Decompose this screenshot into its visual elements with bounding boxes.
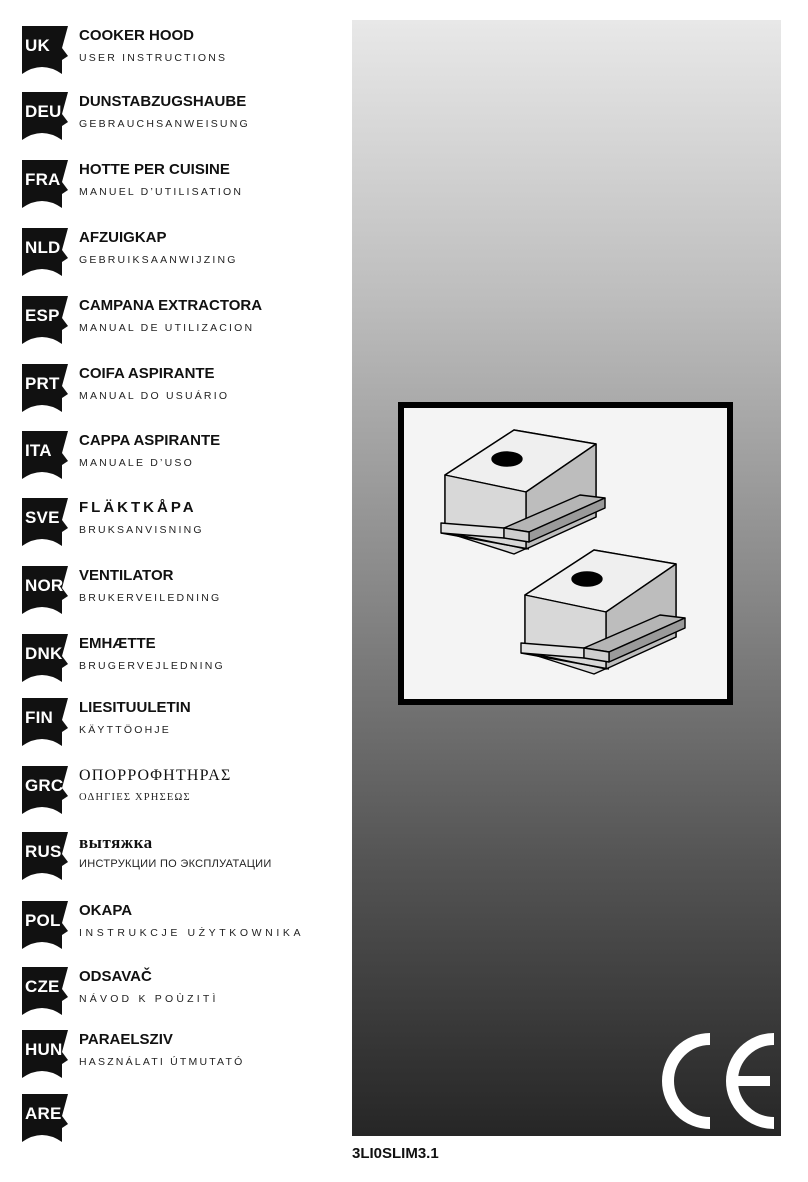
language-title: CAPPA ASPIRANTE [79, 432, 221, 449]
flag-badge-icon [22, 698, 68, 746]
product-illustration [398, 402, 733, 705]
language-title: ΟΠΟΡΡΟΦΗΤΗΡΑΣ [79, 767, 232, 784]
language-block-rus [22, 832, 342, 888]
language-code: NLD [25, 238, 61, 257]
language-title: AFZUIGKAP [79, 229, 167, 246]
language-code: RUS [25, 842, 62, 861]
language-subtitle: INSTRUKCJE UŻYTKOWNIKA [79, 927, 305, 939]
language-title: EMHÆTTE [79, 635, 156, 652]
language-title: OKAPA [79, 902, 133, 919]
language-title: COOKER HOOD [79, 27, 195, 44]
language-code: FRA [25, 170, 61, 189]
language-subtitle: USER INSTRUCTIONS [79, 52, 228, 64]
language-code: ESP [25, 306, 60, 325]
language-title: вытяжка [79, 833, 153, 852]
language-code: HUN [25, 1040, 63, 1059]
language-subtitle: GEBRAUCHSANWEISUNG [79, 118, 250, 130]
language-block-sve [22, 498, 342, 554]
language-title: FLÄKTKÅPA [79, 499, 197, 516]
cooker-hood-drawing-icon [404, 408, 727, 699]
flag-badge-icon [22, 26, 68, 74]
language-code: POL [25, 911, 61, 930]
flag-badge-icon [22, 566, 68, 614]
language-subtitle: BRUKSANVISNING [79, 524, 204, 536]
flag-badge-icon [22, 1030, 68, 1078]
flag-badge-icon [22, 431, 68, 479]
language-block-ita [22, 431, 342, 487]
flag-badge-icon [22, 1094, 68, 1142]
language-code: FIN [25, 708, 53, 727]
language-subtitle: GEBRUIKSAANWIJZING [79, 254, 238, 266]
language-code: GRC [25, 776, 64, 795]
language-subtitle: NÁVOD K POÙZITÌ [79, 993, 219, 1005]
language-block-cze [22, 967, 342, 1023]
language-title: DUNSTABZUGSHAUBE [79, 93, 247, 110]
language-title: PARAELSZIV [79, 1031, 173, 1048]
language-subtitle: MANUEL D’UTILISATION [79, 186, 244, 198]
language-block-esp [22, 296, 342, 352]
language-title: CAMPANA EXTRACTORA [79, 297, 263, 314]
language-code: ARE [25, 1104, 62, 1123]
flag-badge-icon [22, 634, 68, 682]
flag-badge-icon [22, 901, 68, 949]
language-subtitle: BRUKERVEILEDNING [79, 592, 222, 604]
flag-badge-icon [22, 498, 68, 546]
flag-badge-icon [22, 160, 68, 208]
language-code: ITA [25, 441, 52, 460]
flag-badge-icon [22, 296, 68, 344]
language-title: LIESITUULETIN [79, 699, 191, 716]
language-code: DNK [25, 644, 63, 663]
language-subtitle: ИНСТРУКЦИИ ПО ЭКСПЛУАТАЦИИ [79, 858, 272, 870]
language-subtitle: ΟΔΗΓΙΕΣ ΧΡΗΣΕΩΣ [79, 792, 191, 803]
language-subtitle: HASZNÁLATI ÚTMUTATÓ [79, 1056, 245, 1068]
language-subtitle: MANUAL DE UTILIZACION [79, 322, 255, 334]
language-block-dnk [22, 634, 342, 690]
language-subtitle: MANUALE D’USO [79, 457, 194, 469]
flag-badge-icon [22, 766, 68, 814]
flag-badge-icon [22, 832, 68, 880]
language-block-are [22, 1094, 342, 1150]
language-code: NOR [25, 576, 64, 595]
language-block-hun [22, 1030, 342, 1086]
language-code: PRT [25, 374, 60, 393]
language-code: CZE [25, 977, 60, 996]
language-block-grc [22, 766, 342, 822]
model-code: 3LI0SLIM3.1 [352, 1145, 439, 1162]
language-block-nld [22, 228, 342, 284]
flag-badge-icon [22, 92, 68, 140]
language-subtitle: MANUAL DO USUÁRIO [79, 390, 230, 402]
flag-badge-icon [22, 967, 68, 1015]
language-block-prt [22, 364, 342, 420]
flag-badge-icon [22, 228, 68, 276]
language-block-fin [22, 698, 342, 754]
language-block-nor [22, 566, 342, 622]
language-title: COIFA ASPIRANTE [79, 365, 215, 382]
flag-badge-icon [22, 364, 68, 412]
language-block-deu [22, 92, 342, 148]
language-title: VENTILATOR [79, 567, 174, 584]
language-title: ODSAVAČ [79, 968, 152, 985]
language-code: UK [25, 36, 50, 55]
language-title: HOTTE PER CUISINE [79, 161, 230, 178]
language-block-fra [22, 160, 342, 216]
language-subtitle: KÄYTTÖOHJE [79, 724, 172, 736]
ce-mark-icon [658, 1025, 778, 1135]
language-code: SVE [25, 508, 60, 527]
language-code: DEU [25, 102, 62, 121]
language-block-uk [22, 26, 342, 82]
language-block-pol [22, 901, 342, 957]
language-subtitle: BRUGERVEJLEDNING [79, 660, 225, 672]
